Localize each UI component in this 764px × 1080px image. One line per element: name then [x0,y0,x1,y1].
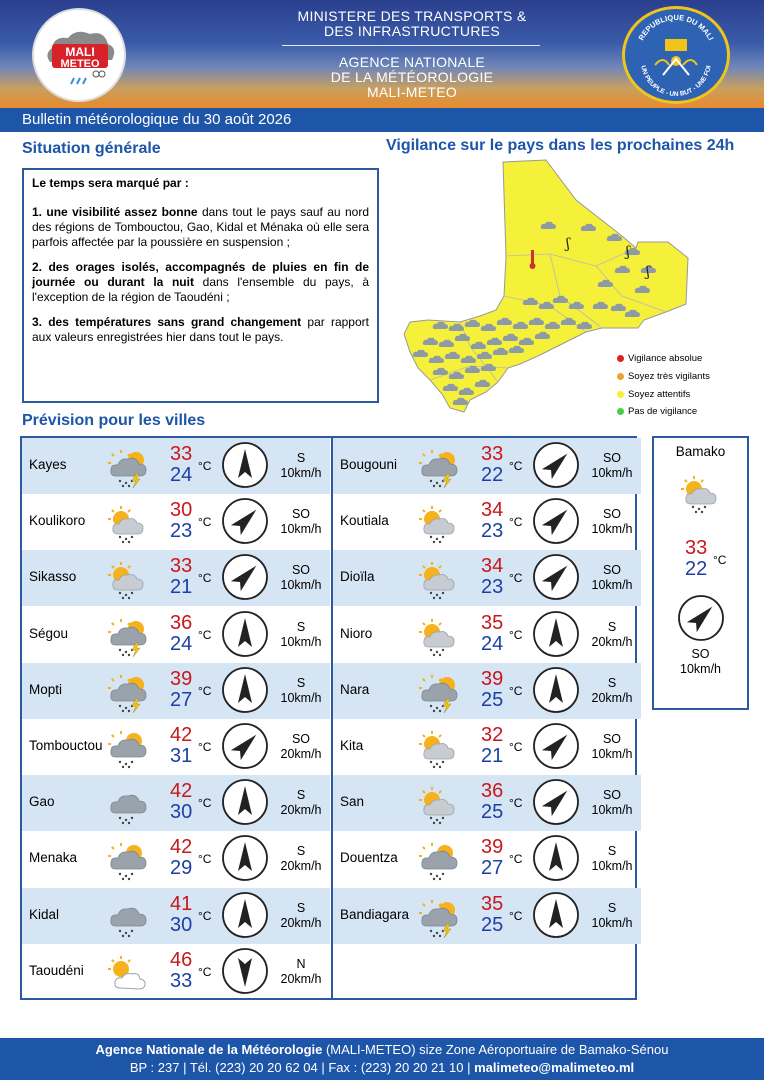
ministry-line-2: DES INFRASTRUCTURES [323,23,501,39]
wind-compass-icon [531,777,581,827]
wind-speed: 20km/h [280,859,322,874]
wind-speed: 10km/h [280,634,322,649]
wind-speed: 20km/h [591,634,633,649]
min-temp: 23 [170,520,193,543]
wind-compass-icon [220,440,270,490]
city-name: Menaka [29,850,78,866]
city-name: Koutiala [340,513,389,529]
max-temp: 34 [481,555,504,578]
forecast-row [333,663,641,719]
wind-compass-icon [220,721,270,771]
svg-text:MALI: MALI [65,45,95,59]
partly-sunny-rain-icon [417,729,461,769]
cloud-rain-icon [106,898,150,938]
degree-unit: °C [198,796,212,811]
forecast-row [333,831,641,887]
min-temp: 31 [170,745,193,767]
city-name: Kayes [29,457,67,472]
wind-speed: 10km/h [591,915,633,930]
bamako-forecast-box [652,436,749,710]
degree-unit: °C [198,515,212,530]
wind-speed: 10km/h [591,803,633,818]
max-temp: 36 [481,780,504,803]
wind-direction: SO [602,732,622,746]
wind-direction: S [296,844,306,859]
degree-unit: °C [198,571,212,586]
city-name: Nara [340,681,370,697]
max-temp: 30 [170,499,193,522]
degree-unit: °C [509,459,523,473]
min-temp: 22 [481,464,504,486]
min-temp: 29 [170,857,193,880]
max-temp: 42 [170,836,193,859]
thunderstorm-rain-icon [417,673,461,713]
forecast-title: Prévision pour les villes [22,412,206,429]
wind-compass-icon [531,552,581,602]
wind-direction: SO [602,507,622,522]
wind-direction: S [296,451,306,465]
degree-unit: °C [509,627,523,642]
wind-direction: S [607,900,617,915]
degree-unit: °C [198,740,212,754]
wind-direction: S [607,619,617,634]
city-name: Dioïla [340,569,375,585]
forecast-row [22,438,330,494]
city-name: Kidal [29,906,60,922]
wind-compass-icon [220,496,270,546]
situation-intro: Le temps sera marqué par : [32,176,189,190]
bulletin-title: Bulletin météorologique du 30 août 2026 [22,111,292,128]
forecast-row [22,550,330,606]
thunderstorm-rain-icon [106,673,150,713]
wind-direction: SO [291,563,311,578]
wind-direction: N [296,956,306,971]
degree-unit: °C [198,852,212,867]
city-name: Taoudéni [29,962,84,978]
city-name: Mopti [29,681,63,697]
partly-sunny-rain-icon [417,504,461,544]
situation-item-1: 1. une visibilité assez bonne dans tout le pays sauf au nord des régions de Tombouctou, Gao, Kidal et Ménaka où elle sera parfois affectée par la poussière en suspension ; [32,205,370,249]
forecast-row [333,775,641,831]
forecast-row [22,494,330,550]
bamako-max-temp: 33 [685,537,708,559]
ministry-line-1: MINISTERE DES TRANSPORTS & [297,8,527,24]
min-temp: 24 [170,632,193,655]
wind-direction: SO [602,788,622,803]
min-temp: 27 [481,857,504,880]
degree-unit: °C [509,796,523,811]
city-name: Tombouctou [29,738,103,753]
wind-compass-icon [531,890,581,940]
forecast-row [22,888,330,944]
forecast-row [333,494,641,550]
forecast-row [22,775,330,831]
wind-speed: 10km/h [280,466,322,480]
max-temp: 36 [170,611,193,634]
wind-compass-icon [220,946,270,996]
wind-direction: S [296,619,306,634]
legend-dot-absolue [617,355,624,362]
wind-speed: 10km/h [591,466,633,480]
city-name: Gao [29,794,55,810]
cloud-rain-icon [106,785,150,825]
forecast-row [333,719,641,775]
wind-compass-icon [220,609,270,659]
sun-cloud-rain-icon [106,841,150,881]
wind-compass-icon [531,440,581,490]
max-temp: 42 [170,780,193,803]
wind-speed: 10km/h [591,578,633,593]
wind-speed: 20km/h [280,803,322,818]
min-temp: 27 [170,688,193,711]
svg-text:METEO: METEO [60,58,100,70]
thunderstorm-rain-icon [106,617,150,657]
wind-direction: S [296,788,306,803]
city-name: Sikasso [29,569,77,585]
legend-vigilance-absolue: Vigilance absolue [628,353,703,364]
footer [0,1038,764,1080]
wind-compass-icon [220,833,270,883]
city-name: Douentza [340,850,398,866]
wind-compass-icon [220,777,270,827]
min-temp: 30 [170,801,193,824]
city-name: Nioro [340,625,373,641]
situation-box [22,168,379,403]
min-temp: 30 [170,913,193,936]
min-temp: 25 [481,913,504,936]
wind-speed: 20km/h [280,971,322,986]
city-name: Kita [340,738,364,753]
city-name: Bandiagara [340,906,410,922]
max-temp: 32 [481,724,504,746]
legend-dot-attentifs [617,391,624,398]
wind-speed: 10km/h [280,578,322,593]
sun-cloud-rain-icon [417,841,461,881]
degree-unit: °C [198,459,212,473]
wind-speed: 20km/h [280,915,322,930]
min-temp: 24 [481,632,504,655]
degree-unit: °C [198,964,212,979]
degree-unit: °C [509,683,523,698]
svg-text:UN PEUPLE - UN BUT - UNE FOI: UN PEUPLE - UN BUT - UNE FOI [639,64,713,99]
wind-compass-icon [531,665,581,715]
wind-compass-icon [531,833,581,883]
wind-compass-icon [220,665,270,715]
wind-direction: SO [602,451,622,465]
min-temp: 24 [170,464,193,486]
header-divider [282,45,540,46]
thunderstorm-rain-icon [106,448,150,488]
wind-speed: 10km/h [280,690,322,705]
degree-unit: °C [198,627,212,642]
partly-sunny-rain-icon [106,560,150,600]
degree-unit: °C [509,515,523,530]
agency-line-3: MALI-METEO [366,84,458,100]
partly-sunny-rain-icon [679,474,723,514]
city-name: San [340,794,365,810]
agency-line-1: AGENCE NATIONALE [338,54,486,70]
wind-speed: 20km/h [280,747,322,761]
legend-soyez-tres-vigilants: Soyez très vigilants [628,371,710,382]
bamako-degree-unit: °C [713,553,727,567]
forecast-row [22,663,330,719]
svg-text:ʃ: ʃ [566,236,570,252]
wind-compass-icon [220,890,270,940]
forecast-row [333,888,641,944]
partly-sunny-rain-icon [417,560,461,600]
wind-direction: SO [602,563,622,578]
wind-compass-icon [531,609,581,659]
wind-direction: S [607,844,617,859]
max-temp: 42 [170,724,193,746]
wind-direction: SO [291,507,311,522]
legend-pas-de-vigilance: Pas de vigilance [628,406,698,417]
forecast-row [333,607,641,663]
thunderstorm-rain-icon [417,448,461,488]
max-temp: 33 [170,555,193,578]
legend-dot-tres-vigilants [617,373,624,380]
vigilance-title: Vigilance sur le pays dans les prochaines 24h [386,137,735,154]
city-name: Koulikoro [29,513,86,529]
bamako-city: Bamako [675,444,726,459]
svg-text:ʃ: ʃ [646,264,650,280]
min-temp: 23 [481,520,504,543]
forecast-row [22,719,330,775]
bamako-min-temp: 22 [685,558,708,580]
legend-soyez-attentifs: Soyez attentifs [628,389,691,400]
partly-sunny-rain-icon [417,785,461,825]
partly-sunny-rain-icon [417,617,461,657]
max-temp: 34 [481,499,504,522]
forecast-row [22,831,330,887]
min-temp: 25 [481,801,504,824]
wind-direction: S [607,675,617,690]
wind-compass-icon [531,496,581,546]
agency-line-2: DE LA MÉTÉOROLOGIE [330,69,494,85]
max-temp: 39 [481,667,504,690]
sun-cloud-rain-icon [106,729,150,769]
situation-item-3: 3. des températures sans grand changement par rapport aux valeurs enregistrées hier dans tout le pays. [32,315,369,344]
max-temp: 35 [481,611,504,634]
degree-unit: °C [509,740,523,754]
wind-speed: 10km/h [591,747,633,761]
min-temp: 25 [481,688,504,711]
city-name: Ségou [29,625,69,641]
wind-speed: 10km/h [591,859,633,874]
wind-direction: S [296,900,306,915]
wind-speed: 10km/h [280,522,322,537]
forecast-row [22,944,330,1000]
partly-sunny-rain-icon [106,504,150,544]
degree-unit: °C [509,852,523,867]
wind-compass-icon [676,593,726,643]
min-temp: 21 [481,745,504,767]
forecast-row [22,607,330,663]
wind-direction: SO [291,732,311,746]
wind-speed: 20km/h [591,690,633,705]
degree-unit: °C [198,683,212,698]
wind-compass-icon [220,552,270,602]
wind-compass-icon [531,721,581,771]
footer-email: malimeteo@malimeteo.ml [474,1060,635,1075]
min-temp: 23 [481,576,504,599]
bamako-wind-speed: 10km/h [680,662,721,676]
max-temp: 33 [481,443,504,465]
wind-speed: 10km/h [591,522,633,537]
bamako-wind-direction: SO [691,647,710,661]
thunderstorm-rain-icon [417,898,461,938]
republic-of-mali-seal [622,6,730,104]
forecast-row [333,550,641,606]
svg-text:ʃ: ʃ [626,244,630,260]
degree-unit: °C [198,908,212,923]
min-temp: 33 [170,969,193,992]
max-temp: 39 [170,667,193,690]
situation-item-2: 2. des orages isolés, accompagnés de pluies en fin de journée ou durant la nuit dans l'ensemble du pays, à l'exception de la région de Taoudéni ; [32,260,369,304]
max-temp: 41 [170,892,193,915]
mali-meteo-logo [32,8,126,102]
max-temp: 33 [170,443,193,465]
degree-unit: °C [509,571,523,586]
min-temp: 21 [170,576,193,599]
legend-dot-pas-de-vigilance [617,408,624,415]
max-temp: 39 [481,836,504,859]
city-name: Bougouni [340,457,398,472]
situation-title: Situation générale [22,140,161,157]
svg-text:REPUBLIQUE DU MALI: REPUBLIQUE DU MALI [636,12,716,42]
max-temp: 35 [481,892,504,915]
degree-unit: °C [509,908,523,923]
sun-cloud-icon [106,954,150,994]
footer-line-2: BP : 237 | Tél. (223) 20 20 62 04 | Fax : (223) 20 20 21 10 | malimeteo@malimeteo.ml [129,1060,635,1075]
forecast-row [333,438,641,494]
wind-direction: S [296,675,306,690]
forecast-column-divider [331,436,333,1000]
max-temp: 46 [170,948,193,971]
footer-line-1: Agence Nationale de la Météorologie (MALI-METEO) size Zone Aéroportuaire de Bamako-Sénou [95,1042,669,1057]
